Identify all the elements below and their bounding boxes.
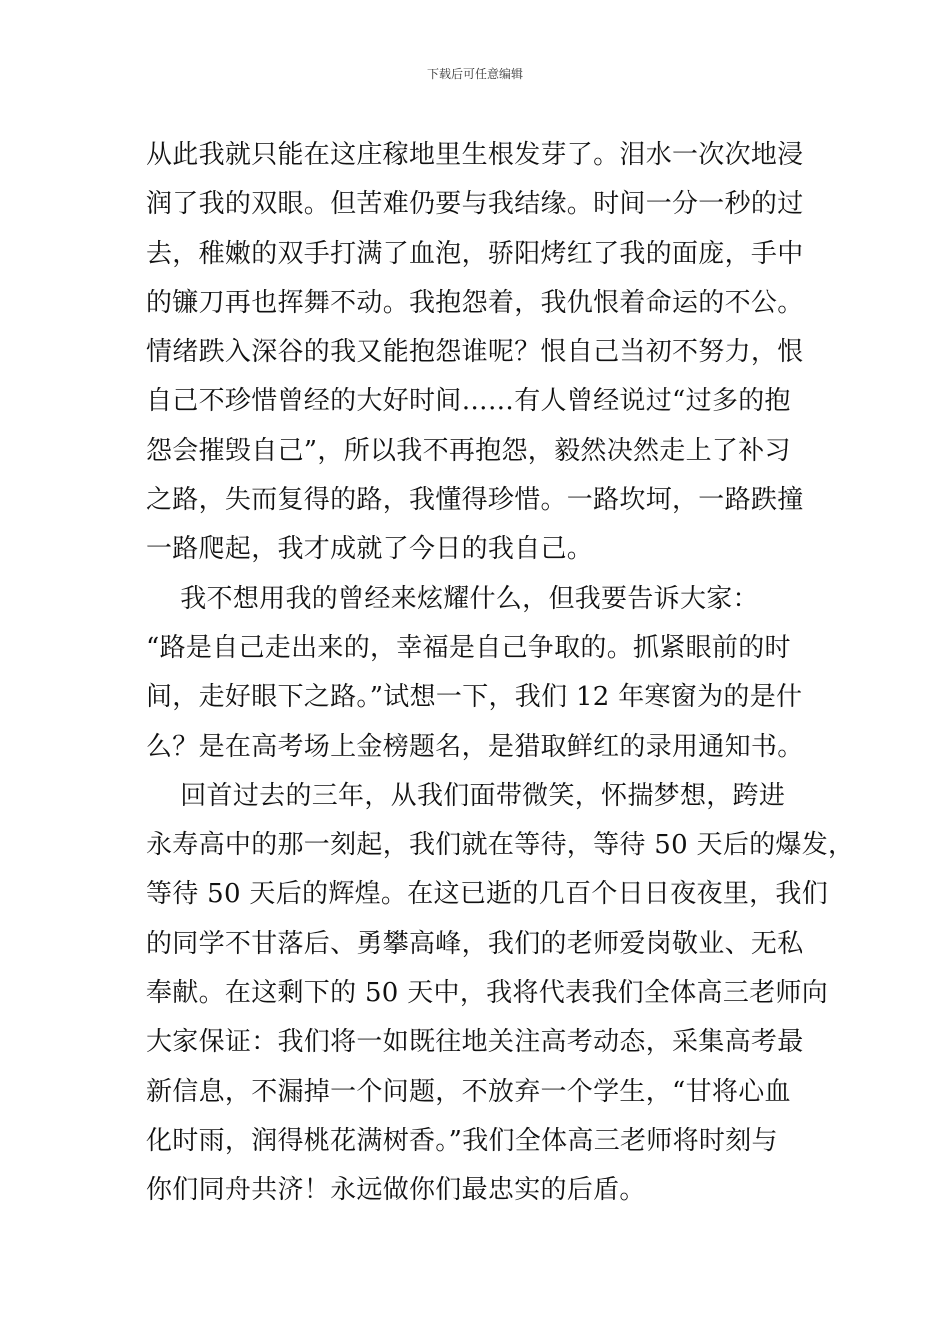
text-line: 之路，失而复得的路，我懂得珍惜。一路坎坷，一路跌撞 [146,485,804,516]
text-line: 一路爬起，我才成就了今日的我自己。 [146,534,594,565]
text-line: 么？是在高考场上金榜题名，是猎取鲜红的录用通知书。 [146,731,804,762]
text-line: 怨会摧毁自己”，所以我不再抱怨，毅然决然走上了补习 [146,435,791,466]
text-line: 大家保证：我们将一如既往地关注高考动态，采集高考最 [146,1027,804,1058]
text-line: 去，稚嫩的双手打满了血泡，骄阳烤红了我的面庞，手中 [146,238,804,269]
text-line: 我不想用我的曾经来炫耀什么，但我要告诉大家： [146,583,759,614]
text-line: 从此我就只能在这庄稼地里生根发芽了。泪水一次次地浸 [146,140,804,170]
page-header: 下载后可任意编辑 [426,67,523,81]
text-line: 自己不珍惜曾经的大好时间……有人曾经说过“过多的抱 [146,386,791,417]
text-line: 等待 50 天后的辉煌。在这已逝的几百个日日夜夜里，我们 [146,879,829,910]
text-line: 奉献。在这剩下的 50 天中，我将代表我们全体高三老师向 [146,978,829,1009]
text-line: “路是自己走出来的，幸福是自己争取的。抓紧眼前的时 [146,632,791,663]
text-line: 间，走好眼下之路。”试想一下，我们 12 年寒窗为的是什 [146,682,803,713]
document-body [146,131,855,1216]
text-line: 回首过去的三年，从我们面带微笑，怀揣梦想，跨进 [146,780,786,811]
text-line: 化时雨，润得桃花满树香。”我们全体高三老师将时刻与 [146,1125,778,1156]
text-line: 润了我的双眼。但苦难仍要与我结缘。时间一分一秒的过 [146,189,804,220]
text-line: 的同学不甘落后、勇攀高峰，我们的老师爱岗敬业、无私 [146,928,804,959]
text-line: 新信息，不漏掉一个问题，不放弃一个学生，“甘将心血 [146,1076,791,1107]
text-line: 情绪跌入深谷的我又能抱怨谁呢？恨自己当初不努力，恨 [146,337,804,368]
text-line: 你们同舟共济！永远做你们最忠实的后盾。 [146,1175,646,1206]
text-line: 的镰刀再也挥舞不动。我抱怨着，我仇恨着命运的不公。 [146,287,804,318]
text-line: 永寿高中的那一刻起，我们就在等待，等待 50 天后的爆发， [146,830,855,861]
